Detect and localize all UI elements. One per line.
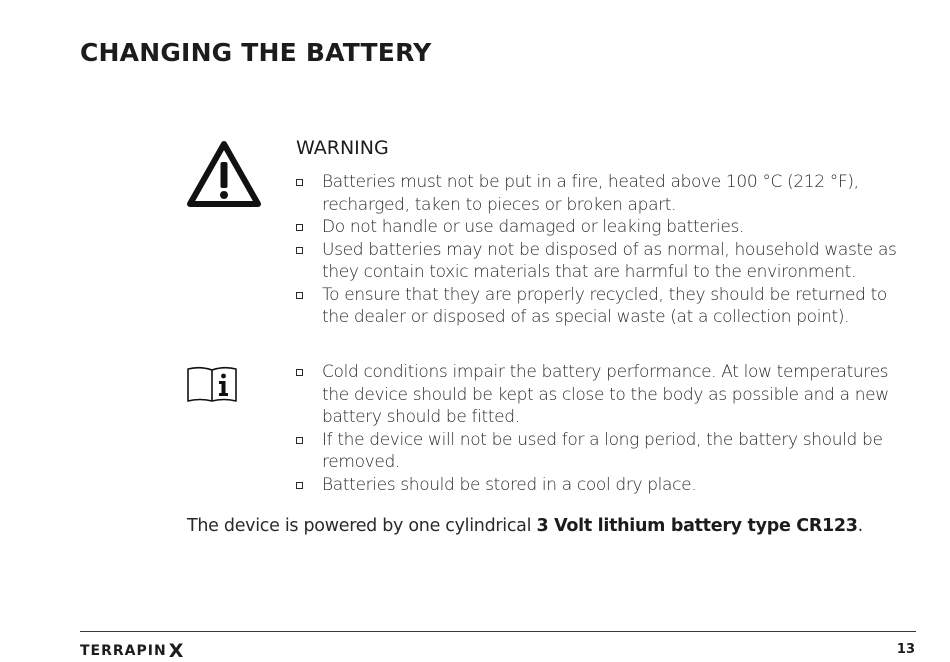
list-item: Do not handle or use damaged or leaking batteries. — [296, 216, 911, 239]
info-manual-icon — [186, 365, 238, 403]
list-item: Batteries must not be put in a fire, heated above 100 °C (212 °F), recharged, taken to pieces or broken apart. — [296, 171, 911, 216]
warning-triangle-icon — [186, 140, 262, 208]
bullet-square-icon — [296, 437, 303, 444]
bullet-square-icon — [296, 482, 303, 489]
bullet-square-icon — [296, 179, 303, 186]
brand-logo: TERRAPIN X — [80, 640, 184, 662]
bullet-square-icon — [296, 224, 303, 231]
page-title: CHANGING THE BATTERY — [80, 38, 432, 67]
bullet-square-icon — [296, 369, 303, 376]
warning-list — [296, 171, 911, 329]
list-item: Cold conditions impair the battery performance. At low temperatures the device should be kept as close to the body as possible and a new battery should be fitted. — [296, 361, 911, 429]
list-item: Batteries should be stored in a cool dry place. — [296, 474, 911, 497]
battery-spec-text: The device is powered by one cylindrical 3 Volt lithium battery type CR123. — [187, 516, 863, 536]
list-item: To ensure that they are properly recycled, they should be returned to the dealer or disposed of as special waste (at a collection point). — [296, 284, 911, 329]
list-item: Used batteries may not be disposed of as normal, household waste as they contain toxic materials that are harmful to the environment. — [296, 239, 911, 284]
bullet-square-icon — [296, 247, 303, 254]
info-list — [296, 361, 911, 496]
battery-type: 3 Volt lithium battery type CR123 — [536, 516, 858, 536]
bullet-square-icon — [296, 292, 303, 299]
page-number: 13 — [896, 642, 915, 657]
list-item: If the device will not be used for a long period, the battery should be removed. — [296, 429, 911, 474]
warning-heading: WARNING — [296, 137, 389, 159]
footer-divider — [80, 631, 916, 632]
